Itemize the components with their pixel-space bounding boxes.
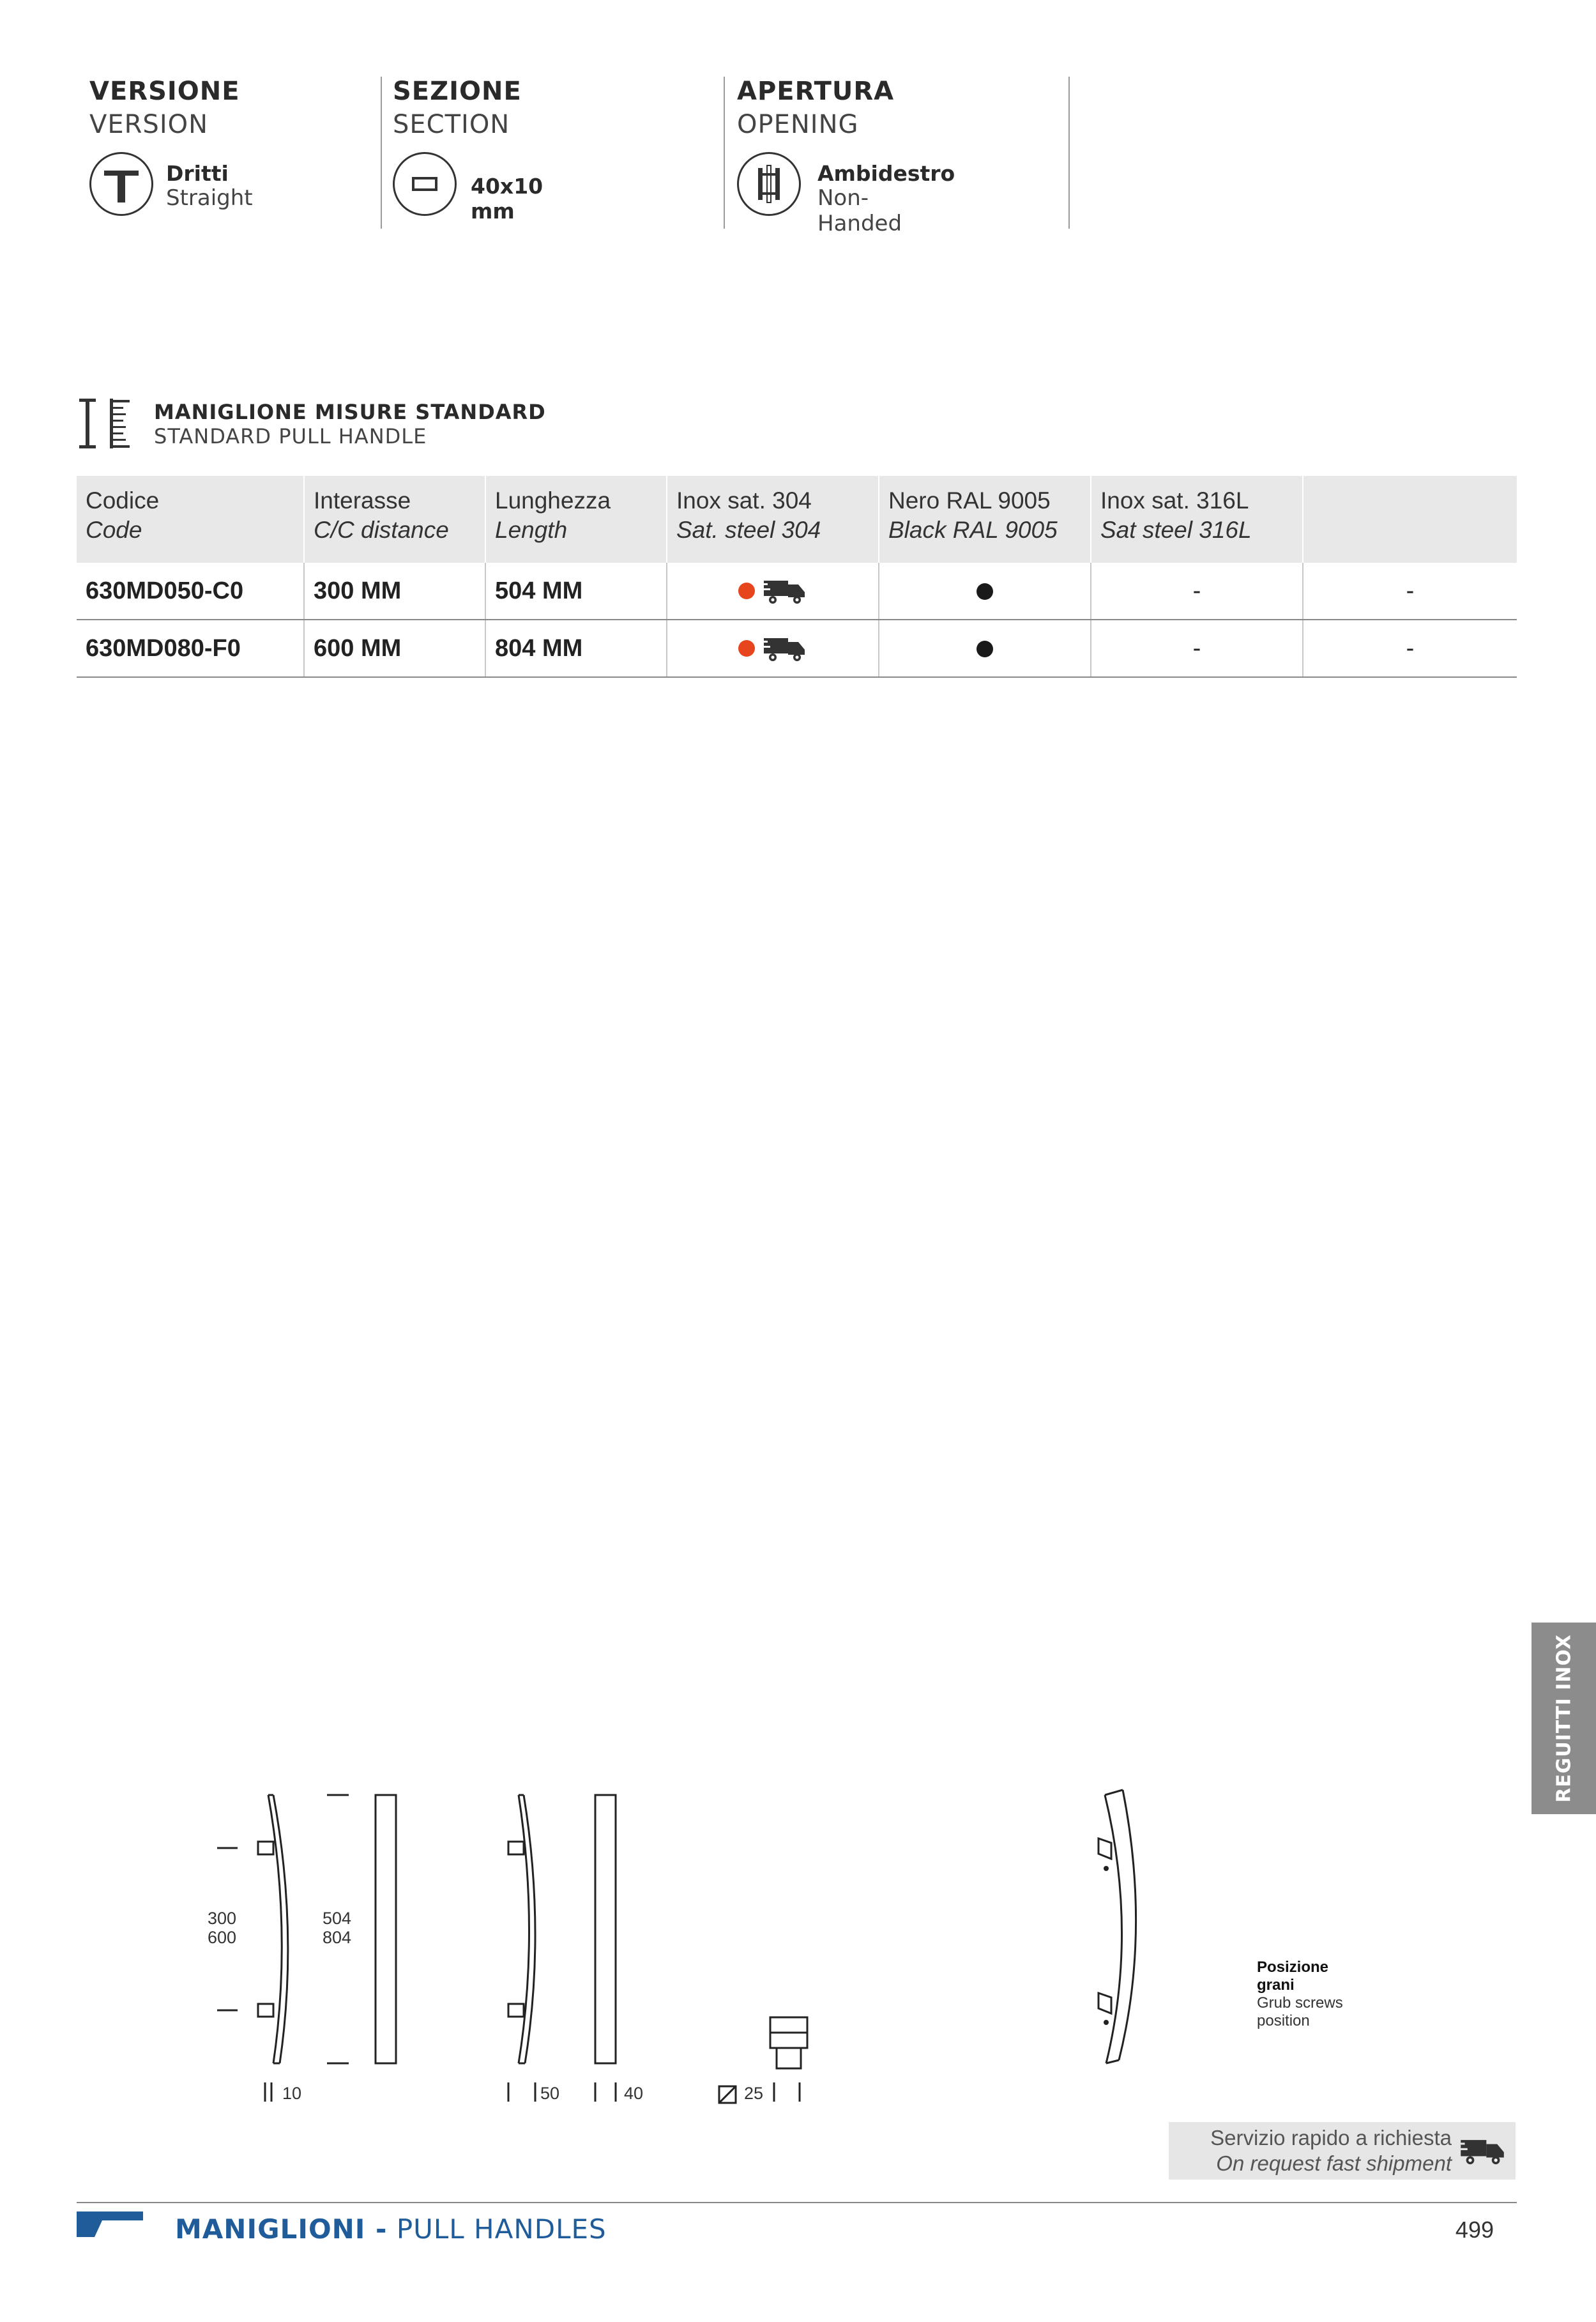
cc-value-1: 300 [208,1909,237,1928]
dim-width: 40 [624,2084,644,2103]
cell-cc: 300 MM [304,563,485,620]
attr-divider [724,77,725,229]
side-tab-label: REGUITTI INOX [1553,1634,1575,1803]
attr-value-bold: 40x10 mm [471,174,543,224]
technical-drawing [192,1782,1533,2114]
rectangle-section-icon [393,152,457,216]
grub-title-1: Posizione [1257,1959,1329,1976]
grub-title-2: grani [1257,1976,1295,1994]
category-side-tab[interactable] [1531,1623,1596,1814]
dim-square: 25 [744,2084,764,2103]
cell-code: 630MD050-C0 [77,563,304,620]
cell-cc: 600 MM [304,620,485,677]
attr-title: SEZIONE [393,77,522,106]
attr-divider [1068,77,1070,229]
attr-title: VERSIONE [89,77,240,106]
grub-screws-note [1257,1959,1343,2030]
attr-opening [737,77,955,236]
attr-value: Non-Handed [817,185,902,236]
length-value-2: 804 [323,1928,352,1947]
cell-black [879,563,1091,620]
footer-divider [77,2202,1517,2203]
cell-available-fast [667,563,879,620]
header-length: Lunghezza Length [485,476,667,563]
dim-projection: 50 [540,2084,560,2103]
header-cc-distance: Interasse C/C distance [304,476,485,563]
header-empty [1303,476,1517,563]
available-dot-icon [738,583,755,599]
cell-length: 504 MM [485,563,667,620]
cell-extra: - [1303,563,1517,620]
length-value-1: 504 [323,1909,352,1928]
brand-logo-icon [77,2211,143,2237]
footer-title: MANIGLIONI - PULL HANDLES [175,2213,607,2245]
grub-sub-1: Grub screws [1257,1994,1343,2012]
section-subtitle: STANDARD PULL HANDLE [154,424,427,448]
product-table [77,476,1517,678]
straight-handle-icon [89,152,153,216]
fast-shipment-note [1169,2122,1516,2180]
header-black-ral-9005: Nero RAL 9005 Black RAL 9005 [879,476,1091,563]
table-row [77,620,1517,677]
cell-extra: - [1303,620,1517,677]
attr-section [393,77,543,229]
page-number: 499 [1455,2217,1494,2243]
non-handed-icon [737,152,801,216]
header-code: Codice Code [77,476,304,563]
dim-thickness: 10 [282,2084,302,2103]
header-sat-steel-316l: Inox sat. 316L Sat steel 316L [1091,476,1303,563]
fast-shipment-truck-icon [761,634,807,662]
cell-black [879,620,1091,677]
cell-code: 630MD080-F0 [77,620,304,677]
cc-value-2: 600 [208,1928,237,1947]
attr-title: APERTURA [737,77,895,106]
cell-316l: - [1091,620,1303,677]
attr-subtitle: VERSION [89,110,209,139]
attr-value-bold: Ambidestro [817,161,955,186]
fast-shipment-it: Servizio rapido a richiesta [1210,2126,1452,2150]
attr-subtitle: OPENING [737,110,859,139]
dimensions-icon [77,397,134,453]
attr-value-bold: Dritti [166,161,229,186]
attr-value: Straight [166,185,253,211]
section-title: MANIGLIONE MISURE STANDARD [154,400,546,424]
fast-shipment-truck-icon [761,577,807,605]
header-sat-steel-304: Inox sat. 304 Sat. steel 304 [667,476,879,563]
attr-divider [381,77,382,229]
table-header-row [77,476,1517,563]
table-row [77,563,1517,620]
available-dot-icon [738,640,755,657]
cell-316l: - [1091,563,1303,620]
attr-version [89,77,253,229]
fast-shipment-en: On request fast shipment [1216,2151,1452,2175]
available-dot-icon [977,641,993,657]
cell-length: 804 MM [485,620,667,677]
fast-shipment-truck-icon [1458,2134,1507,2168]
cell-available-fast [667,620,879,677]
grub-sub-2: position [1257,2012,1310,2029]
available-dot-icon [977,583,993,600]
attr-subtitle: SECTION [393,110,510,139]
